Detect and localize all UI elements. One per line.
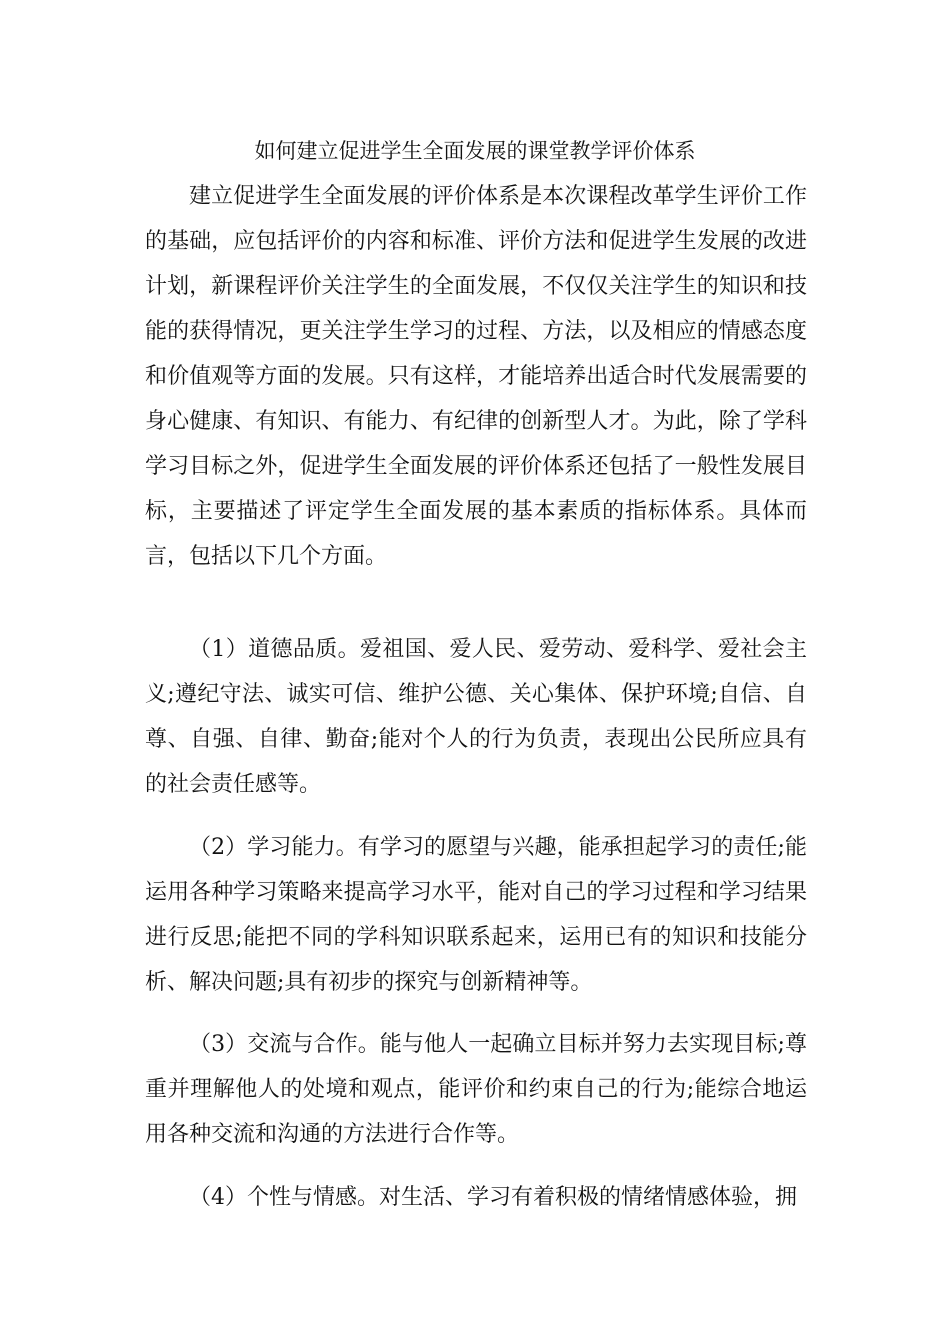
paragraph-communication-cooperation: （3）交流与合作。能与他人一起确立目标并努力去实现目标;尊重并理解他人的处境和观点，能评价和约束自己的行为;能综合地运用各种交流和沟通的方法进行合作等。 xyxy=(145,1032,807,1147)
document-title: 如何建立促进学生全面发展的课堂教学评价体系 xyxy=(254,139,696,163)
intro-paragraph: 建立促进学生全面发展的评价体系是本次课程改革学生评价工作的基础，应包括评价的内容和标准、评价方法和促进学生发展的改进计划，新课程评价关注学生的全面发展，不仅仅关注学生的知识和技能的获得情况，更关注学生学习的过程、方法，以及相应的情感态度和价值观等方面的发展。只有这样，才能培养出适合时代发展需要的身心健康、有知识、有能力、有纪律的创新型人才。为此，除了学科学习目标之外，促进学生全面发展的评价体系还包括了一般性发展目标，主要描述了评定学生全面发展的基本素质的指标体系。具体而言，包括以下几个方面。 xyxy=(145,184,807,569)
paragraph-learning-ability: （2）学习能力。有学习的愿望与兴趣，能承担起学习的责任;能运用各种学习策略来提高学习水平，能对自己的学习过程和学习结果进行反思;能把不同的学科知识联系起来，运用已有的知识和技能分析、解决问题;具有初步的探究与创新精神等。 xyxy=(145,835,807,995)
paragraph-personality-emotion: （4）个性与情感。对生活、学习有着积极的情绪情感体验，拥 xyxy=(189,1185,797,1210)
paragraph-moral-quality: （1）道德品质。爱祖国、爱人民、爱劳动、爱科学、爱社会主义;遵纪守法、诚实可信、维护公德、关心集体、保护环境;自信、自尊、自强、自律、勤奋;能对个人的行为负责，表现出公民所应具有的社会责任感等。 xyxy=(145,637,807,797)
